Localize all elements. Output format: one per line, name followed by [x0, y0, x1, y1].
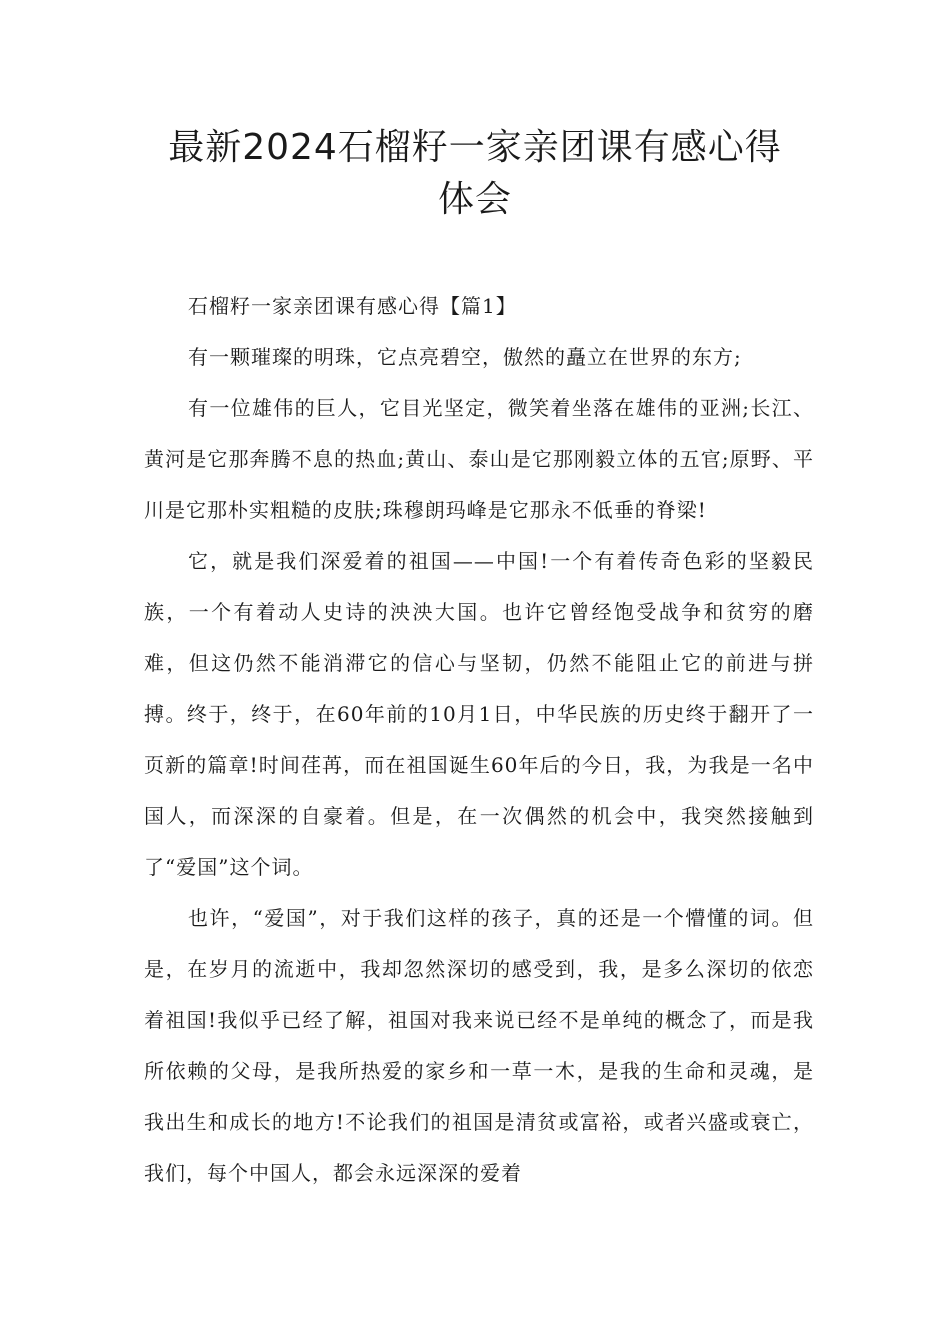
section-heading: 石榴籽一家亲团课有感心得【篇1】: [188, 294, 517, 318]
document-title: [120, 122, 830, 226]
paragraph: 也许，“爱国”，对于我们这样的孩子，真的还是一个懵懂的词。但是，在岁月的流逝中，我却忽然深切的感受到，我，是多么深切的依恋着祖国!我似乎已经了解，祖国对我来说已经不是单纯的概念了，而是我所依赖的父母，是我所热爱的家乡和一草一木，是我的生命和灵魂，是我出生和成长的地方!不论我们的祖国是清贫或富裕，或者兴盛或衰亡，我们，每个中国人，都会永远深深的爱着: [144, 906, 814, 1185]
paragraph: 有一位雄伟的巨人，它目光坚定，微笑着坐落在雄伟的亚洲;长江、黄河是它那奔腾不息的热血;黄山、泰山是它那刚毅立体的五官;原野、平川是它那朴实粗糙的皮肤;珠穆朗玛峰是它那永不低垂的脊梁!: [144, 396, 814, 522]
paragraph: 有一颗璀璨的明珠，它点亮碧空，傲然的矗立在世界的东方;: [188, 345, 742, 369]
title-line-1: 最新2024石榴籽一家亲团课有感心得: [168, 127, 782, 168]
document-body: [144, 281, 814, 1199]
title-line-2: 体会: [437, 179, 512, 220]
paragraph: 它，就是我们深爱着的祖国——中国!一个有着传奇色彩的坚毅民族，一个有着动人史诗的泱泱大国。也许它曾经饱受战争和贫穷的磨难，但这仍然不能消滞它的信心与坚韧，仍然不能阻止它的前进与拼搏。终于，终于，在60年前的10月1日，中华民族的历史终于翻开了一页新的篇章!时间荏苒，而在祖国诞生60年后的今日，我，为我是一名中国人，而深深的自豪着。但是，在一次偶然的机会中，我突然接触到了“爱国”这个词。: [144, 549, 814, 879]
